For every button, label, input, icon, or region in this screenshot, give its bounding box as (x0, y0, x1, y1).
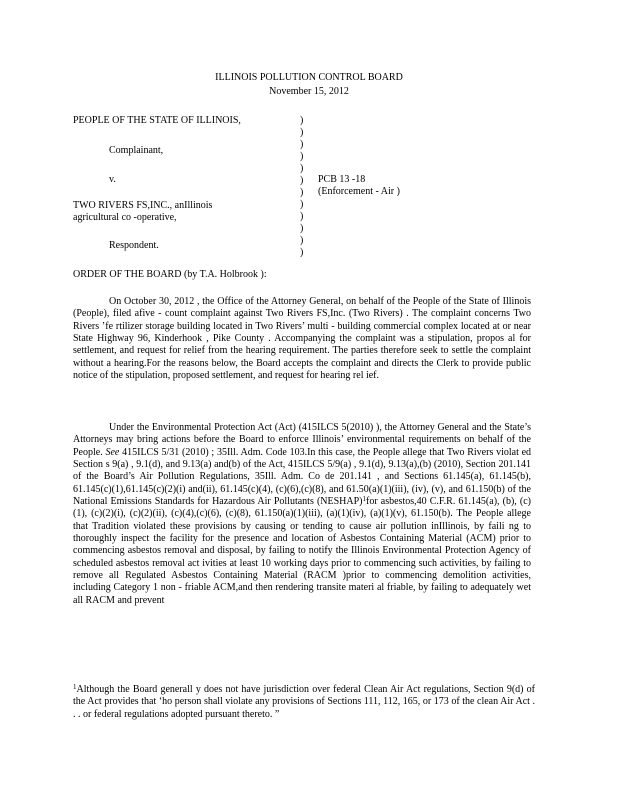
paragraph-2-text-c: for asbestos,40 C.F.R. 61.145(a), (b), (c)(1), (c)(2)(i), (c)(2)(ii), (c)(4),(c)(6), (c)(8), 61.150(a)(1)(iii), (a)(1)(iv), (a)(1)(v), 61.150(b). The People allege that Tradition violated these provisions by causing or tending to cause air pollution inIllinois, by faili ng to thoroughly inspect the facility for the presence and location of Asbestos Containing Material (ACM) prior to commencing asbestos removal and disposal, by failing to notify the Illinois Environmental Protection Agency of scheduled asbestos removal act ivities at least 10 working days prior to commencing such activities, by failing to remove all Regulated Asbestos Containing Material (RACM )prior to commencing demolition activities, including Category 1 non - friable ACM,and then rendering transite materi al friable, by failing to adequately wet all RACM and prevent (73, 496, 532, 606)
order-heading: ORDER OF THE BOARD (by T.A. Holbrook ): (73, 269, 267, 280)
footnote-reference[interactable]: 1 (362, 495, 367, 504)
paren: ) (300, 139, 304, 150)
footnote-text: Although the Board generall y does not have jurisdiction over federal Clean Air Act regulations, Section 9(d) of the Act provides that ‘ho person shall violate any provisions of Sections 111, 112, 165, or 173 of the clean Air Act . . . or federal regulations adopted pursuant thereto. ” (73, 684, 535, 720)
caption-defendant-line2: agricultural co -operative, (73, 212, 177, 223)
paragraph-2 (73, 422, 531, 607)
caption-defendant-role: Respondent. (109, 240, 159, 251)
paragraph-1 (73, 296, 531, 382)
paren: ) (300, 175, 304, 186)
caption-plaintiff: PEOPLE OF THE STATE OF ILLINOIS, (73, 115, 241, 126)
paren: ) (300, 163, 304, 174)
footnote (73, 684, 535, 721)
paragraph-2-text-a: Under the Environmental Protection Act (Act) (415ILCS 5(2010) ), the Attorney General and the State’s Attorneys may bring actions before the Board to enforce Illinois’ environmental requirements on behalf of the People. (73, 422, 531, 458)
paren: ) (300, 151, 304, 162)
paren: ) (300, 115, 304, 126)
caption-versus: v. (109, 174, 116, 185)
paren: ) (300, 235, 304, 246)
caption-plaintiff-role: Complainant, (109, 145, 164, 156)
paren: ) (300, 127, 304, 138)
paren: ) (300, 247, 304, 258)
see-signal: See (105, 446, 120, 458)
footnote-marker: 1 (73, 683, 77, 691)
caption-case-number: PCB 13 -18 (318, 174, 366, 185)
paren: ) (300, 223, 304, 234)
order-date: November 15, 2012 (269, 86, 349, 97)
caption-defendant: TWO RIVERS FS,INC., anIllinois (73, 200, 213, 211)
board-title: ILLINOIS POLLUTION CONTROL BOARD (215, 72, 403, 83)
paren: ) (300, 211, 304, 222)
paren: ) (300, 199, 304, 210)
paren: ) (300, 187, 304, 198)
caption-case-type: (Enforcement - Air ) (318, 186, 400, 197)
paragraph-2-text-b: 415ILCS 5/31 (2010) ; 35Ill. Adm. Code 103.In this case, the People allege that Two Rivers violat ed Section s 9(a) , 9.1(d), and 9.13(a) and(b) of the Act, 415ILCS 5/9(a) , 9.1(d), 9.13(a),(b) (2010), Section 201.141 of the Board’s Air Pollution Regulations, 35Ill. Adm. Co de 201.141 , and Sections 61.145(a), 61.145(b), 61.145(c)(1),61.145(c)(2)(i) and(ii), 61.145(c)(4), (c)(6),(c)(8), and 61.50(a)(1)(iii), (iv), (v), and 61.150(b) of the National Emissions Standards for Hazardous Air Pollutants (NESHAP) (73, 446, 532, 508)
paragraph-1-text: On October 30, 2012 , the Office of the Attorney General, on behalf of the People of the State of Illinois (People), filed afive - count complaint against Two Rivers FS,Inc. (Two Rivers) . The complaint concerns Two Rivers ’fe rtilizer storage building located in Two Rivers’ multi - building commercial complex located at or near State Highway 96, Kinderhook , Pike County . Accompanying the complaint was a stipulation, propos al for settlement, and request for relief from the hearing requirement. The parties therefore seek to settle the complaint without a hearing.For the reasons below, the Board accepts the complaint and directs the Clerk to provide public notice of the stipulation, proposed settlement, and request for hearing rel ief. (73, 296, 531, 382)
